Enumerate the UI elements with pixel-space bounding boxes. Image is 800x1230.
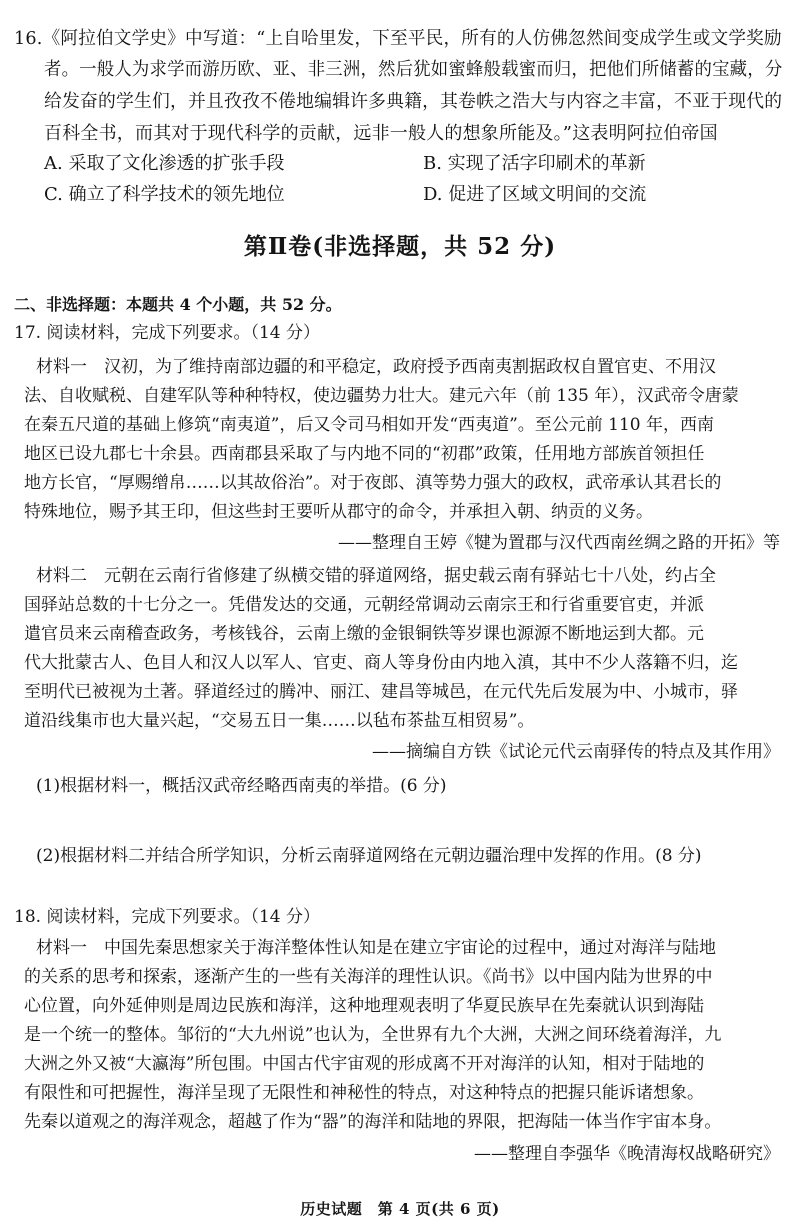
q18-material1-line: 是一个统一的整体。邹衍的“大九州说”也认为，全世界有九个大洲，大洲之间环绕着海洋，九 xyxy=(24,1025,722,1045)
q17-material2-source: ——摘编自方铁《试论元代云南驿传的特点及其作用》 xyxy=(372,742,780,762)
q17-material2-line: 道沿线集市也大量兴起，“交易五日一集……以毡布茶盐互相贸易”。 xyxy=(24,711,535,731)
q17-material2-line: 国驿站总数的十七分之一。凭借发达的交通，元朝经常调动云南宗王和行省重要官吏，并派 xyxy=(24,595,704,615)
q16-stem-line: 给发奋的学生们，并且孜孜不倦地编辑许多典籍，其卷帙之浩大与内容之丰富，不亚于现代的 xyxy=(44,91,783,112)
part2-header: 二、非选择题：本题共 4 个小题，共 52 分。 xyxy=(14,295,342,314)
q17-material2-line: 材料二 元朝在云南行省修建了纵横交错的驿道网络，据史载云南有驿站七十八处，约占全 xyxy=(36,566,716,586)
q17-material1-line: 材料一 汉初，为了维持南部边疆的和平稳定，政府授予西南夷割据政权自置官吏、不用汉 xyxy=(36,357,716,377)
q18-material1-line: 的关系的思考和探索，逐渐产生的一些有关海洋的理性认识。《尚书》以中国内陆为世界的中 xyxy=(24,967,713,987)
q16-option-d: D. 促进了区域文明间的交流 xyxy=(423,184,647,205)
section-title: 第Ⅱ卷(非选择题，共 52 分) xyxy=(243,233,557,260)
q16-option-b: B. 实现了活字印刷术的革新 xyxy=(423,153,646,174)
q17-material2-line: 代大批蒙古人、色目人和汉人以军人、官吏、商人等身份由内地入滇，其中不少人落籍不归，迄 xyxy=(24,653,738,673)
q16-option-c: C. 确立了科学技术的领先地位 xyxy=(44,184,285,205)
q16-option-a: A. 采取了文化渗透的扩张手段 xyxy=(44,153,285,174)
q17-material1-line: 在秦五尺道的基础上修筑“南夷道”，后又令司马相如开发“西夷道”。至公元前 110 年，西南 xyxy=(24,415,715,435)
q17-subquestion-2: (2)根据材料二并结合所学知识，分析云南驿道网络在元朝边疆治理中发挥的作用。(8 分) xyxy=(36,846,702,866)
q16-stem-line: 百科全书，而其对于现代科学的贡献，远非一般人的想象所能及。”这表明阿拉伯帝国 xyxy=(44,123,718,144)
q18-material1-source: ——整理自李强华《晚清海权战略研究》 xyxy=(474,1144,780,1164)
q18-material1-line: 材料一 中国先秦思想家关于海洋整体性认知是在建立宇宙论的过程中，通过对海洋与陆地 xyxy=(36,938,716,958)
q17-material2-line: 遣官员来云南稽查政务，考核钱谷，云南上缴的金银铜铁等岁课也源源不断地运到大都。元 xyxy=(24,624,704,644)
q17-material1-line: 特殊地位，赐予其王印，但这些封王要听从郡守的命令，并承担入朝、纳贡的义务。 xyxy=(24,502,653,522)
q17-material1-line: 地区已设九郡七十余县。西南郡县采取了与内地不同的“初郡”政策，任用地方部族首领担任 xyxy=(24,444,705,464)
q16-stem-line: 者。一般人为求学而游历欧、亚、非三洲，然后犹如蜜蜂般载蜜而归，把他们所储蓄的宝藏，分 xyxy=(44,59,783,80)
q18-material1-line: 先秦以道观之的海洋观念，超越了作为“器”的海洋和陆地的界限，把海陆一体当作宇宙本身。 xyxy=(24,1112,722,1132)
q17-subquestion-1: (1)根据材料一，概括汉武帝经略西南夷的举措。(6 分) xyxy=(36,776,447,796)
q17-material1-line: 地方长官，“厚赐缯帛……以其故俗治”。对于夜郎、滇等势力强大的政权，武帝承认其君长的 xyxy=(24,473,722,493)
q17-material1-line: 法、自收赋税、自建军队等种种特权，使边疆势力壮大。建元六年（前 135 年），汉武帝令唐蒙 xyxy=(24,386,739,406)
q18-material1-line: 有限性和可把握性，海洋呈现了无限性和神秘性的特点，对这种特点的把握只能诉诸想象。 xyxy=(24,1083,704,1103)
q18-material1-line: 大洲之外又被“大瀛海”所包围。中国古代宇宙观的形成离不开对海洋的认知，相对于陆地的 xyxy=(24,1054,705,1074)
q16-stem-line: 16.《阿拉伯文学史》中写道：“上自哈里发，下至平民，所有的人仿佛忽然间变成学生或文学奖励 xyxy=(14,28,782,49)
q17-header: 17. 阅读材料，完成下列要求。（14 分） xyxy=(14,323,320,343)
q18-header: 18. 阅读材料，完成下列要求。（14 分） xyxy=(14,907,320,927)
q17-material1-source: ——整理自王婷《犍为置郡与汉代西南丝绸之路的开拓》等 xyxy=(338,533,780,553)
q17-material2-line: 至明代已被视为土著。驿道经过的腾冲、丽江、建昌等城邑，在元代先后发展为中、小城市，驿 xyxy=(24,682,738,702)
q18-material1-line: 心位置，向外延伸则是周边民族和海洋，这种地理观表明了华夏民族早在先秦就认识到海陆 xyxy=(24,996,704,1016)
page-footer: 历史试题 第 4 页(共 6 页) xyxy=(300,1200,500,1218)
